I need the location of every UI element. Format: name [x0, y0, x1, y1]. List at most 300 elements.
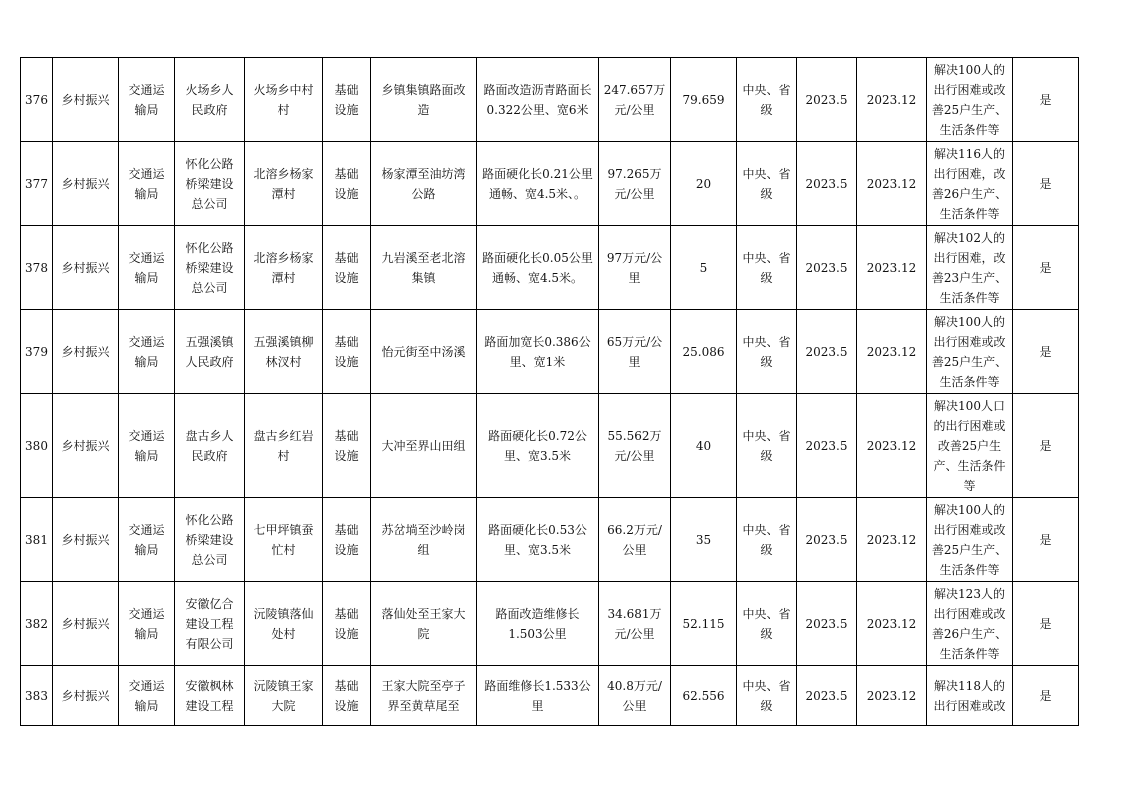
cell-text-line: 安徽亿合 — [185, 596, 234, 611]
cell-text-line: 苏岔埫至沙岭岗 — [381, 522, 466, 537]
cell-text-line: 2023.5 — [805, 616, 848, 631]
cell-text-line: 建设工程 — [185, 698, 234, 713]
cell-text-line: 界至黄草尾至 — [387, 698, 460, 713]
cell-text-line: 桥梁建设 — [185, 260, 234, 275]
flag-cell — [1013, 142, 1079, 226]
fund-source-cell — [737, 58, 797, 142]
cell-text-line: 潭村 — [271, 270, 296, 285]
benefit-cell — [927, 498, 1013, 582]
cell-text-line: 村 — [277, 102, 290, 117]
end-date-cell — [857, 226, 927, 310]
cell-text-line: 七甲坪镇蚕 — [253, 522, 314, 537]
amount-cell — [671, 58, 737, 142]
end-date-cell — [857, 310, 927, 394]
fund-source-cell — [737, 310, 797, 394]
cell-text-line: 2023.12 — [866, 92, 917, 107]
cell-text-line: 林汊村 — [265, 354, 302, 369]
cell-text-line: 输局 — [134, 354, 159, 369]
category-cell — [53, 666, 119, 726]
table-row — [21, 310, 1079, 394]
cell-text-line: 村 — [277, 448, 290, 463]
cell-text-line: 中央、省 — [742, 606, 791, 621]
cell-text-line: 2023.12 — [866, 616, 917, 631]
content-cell — [477, 142, 599, 226]
cell-text-line: 怡元街至中汤溪 — [381, 344, 466, 359]
location-cell — [245, 498, 323, 582]
location-cell — [245, 142, 323, 226]
cell-text-line: 中央、省 — [742, 250, 791, 265]
cell-text-line: 66.2万元/ — [607, 522, 662, 537]
cell-text-line: 民政府 — [191, 448, 228, 463]
category-cell — [53, 142, 119, 226]
cell-text-line: 出行困难或改 — [933, 698, 1006, 713]
cell-text-line: 解决100人口 — [934, 398, 1005, 413]
category-cell — [53, 226, 119, 310]
cell-text-line: 生活条件等 — [939, 562, 1000, 577]
content-cell — [477, 666, 599, 726]
cell-text-line: 解决100人的 — [934, 502, 1005, 517]
cell-text-line: 2023.5 — [805, 260, 848, 275]
cell-text-line: 桥梁建设 — [185, 532, 234, 547]
cell-text-line: 交通运 — [128, 522, 165, 537]
cell-text-line: 解决118人的 — [934, 678, 1005, 693]
row-number-cell — [21, 666, 53, 726]
amount-cell — [671, 142, 737, 226]
benefit-cell — [927, 666, 1013, 726]
cell-text-line: 路面硬化长0.05公里 — [482, 250, 593, 265]
cell-text-line: 交通运 — [128, 166, 165, 181]
amount-cell — [671, 666, 737, 726]
cell-text-line: 里、宽3.5米 — [503, 448, 572, 463]
cell-text-line: 级 — [760, 354, 773, 369]
location-cell — [245, 394, 323, 498]
location-cell — [245, 226, 323, 310]
cell-text-line: 怀化公路 — [185, 512, 234, 527]
cell-text-line: 解决100人的 — [934, 62, 1005, 77]
cell-text-line: 里、宽3.5米 — [503, 542, 572, 557]
cell-text-line: 基础 — [334, 606, 359, 621]
cell-text-line: 里 — [531, 698, 544, 713]
project-name-cell — [371, 58, 477, 142]
cell-text-line: 生活条件等 — [939, 206, 1000, 221]
cell-text-line: 基础 — [334, 334, 359, 349]
cell-text-line: 基础 — [334, 166, 359, 181]
cell-text-line: 民政府 — [191, 102, 228, 117]
cell-text-line: 379 — [25, 344, 48, 359]
cell-text-line: 路面硬化长0.72公 — [488, 428, 587, 443]
cell-text-line: 基础 — [334, 82, 359, 97]
cell-text-line: 王家大院至亭子 — [381, 678, 466, 693]
cell-text-line: 的出行困难或 — [933, 418, 1006, 433]
start-date-cell — [797, 142, 857, 226]
cell-text-line: 善26户生产、 — [931, 186, 1008, 201]
cell-text-line: 等 — [963, 478, 976, 493]
location-cell — [245, 58, 323, 142]
project-name-cell — [371, 666, 477, 726]
cell-text-line: 交通运 — [128, 428, 165, 443]
cell-text-line: 是 — [1039, 176, 1052, 191]
unit-cell — [175, 394, 245, 498]
cell-text-line: 解决116人的 — [934, 146, 1005, 161]
cell-text-line: 2023.12 — [866, 532, 917, 547]
cell-text-line: 是 — [1039, 344, 1052, 359]
cell-text-line: 2023.5 — [805, 344, 848, 359]
cell-text-line: 级 — [760, 698, 773, 713]
type-cell — [323, 666, 371, 726]
unit-cell — [175, 582, 245, 666]
cell-text-line: 377 — [25, 176, 48, 191]
category-cell — [53, 310, 119, 394]
start-date-cell — [797, 582, 857, 666]
cell-text-line: 62.556 — [682, 688, 725, 703]
start-date-cell — [797, 666, 857, 726]
cell-text-line: 火场乡中村 — [253, 82, 314, 97]
cell-text-line: 出行困难或改 — [933, 334, 1006, 349]
category-cell — [53, 394, 119, 498]
benefit-cell — [927, 310, 1013, 394]
department-cell — [119, 226, 175, 310]
flag-cell — [1013, 58, 1079, 142]
type-cell — [323, 310, 371, 394]
cell-text-line: 25.086 — [682, 344, 725, 359]
cell-text-line: 乡村振兴 — [61, 92, 110, 107]
cell-text-line: 出行困难或改 — [933, 606, 1006, 621]
cell-text-line: 乡村振兴 — [61, 176, 110, 191]
cell-text-line: 盘古乡红岩 — [253, 428, 314, 443]
type-cell — [323, 394, 371, 498]
unit-cell — [175, 498, 245, 582]
cell-text-line: 处村 — [271, 626, 296, 641]
cell-text-line: 生活条件等 — [939, 646, 1000, 661]
unit-cell — [175, 310, 245, 394]
flag-cell — [1013, 310, 1079, 394]
row-number-cell — [21, 142, 53, 226]
amount-cell — [671, 226, 737, 310]
unit-cell — [175, 226, 245, 310]
start-date-cell — [797, 226, 857, 310]
fund-source-cell — [737, 582, 797, 666]
cell-text-line: 改善25户生 — [937, 438, 1002, 453]
start-date-cell — [797, 58, 857, 142]
cell-text-line: 五强溪镇柳 — [253, 334, 314, 349]
project-name-cell — [371, 394, 477, 498]
row-number-cell — [21, 498, 53, 582]
end-date-cell — [857, 666, 927, 726]
cell-text-line: 大冲至界山田组 — [381, 438, 466, 453]
cell-text-line: 善25户生产、 — [931, 102, 1008, 117]
cell-text-line: 桥梁建设 — [185, 176, 234, 191]
cell-text-line: 乡村振兴 — [61, 688, 110, 703]
cell-text-line: 97.265万 — [607, 166, 662, 181]
table-row — [21, 394, 1079, 498]
fund-source-cell — [737, 142, 797, 226]
flag-cell — [1013, 666, 1079, 726]
department-cell — [119, 310, 175, 394]
cell-text-line: 善25户生产、 — [931, 354, 1008, 369]
cell-text-line: 2023.5 — [805, 438, 848, 453]
cell-text-line: 北溶乡杨家 — [253, 166, 314, 181]
cell-text-line: 382 — [25, 616, 48, 631]
type-cell — [323, 226, 371, 310]
end-date-cell — [857, 142, 927, 226]
amount-cell — [671, 394, 737, 498]
cell-text-line: 是 — [1039, 92, 1052, 107]
cell-text-line: 里 — [628, 270, 641, 285]
cell-text-line: 安徽枫林 — [185, 678, 234, 693]
cell-text-line: 376 — [25, 92, 48, 107]
cell-text-line: 出行困难或改 — [933, 82, 1006, 97]
type-cell — [323, 142, 371, 226]
cell-text-line: 40.8万元/ — [607, 678, 662, 693]
cell-text-line: 输局 — [134, 448, 159, 463]
cell-text-line: 火场乡人 — [185, 82, 234, 97]
unit-cell — [175, 58, 245, 142]
cell-text-line: 路面硬化长0.21公里 — [482, 166, 593, 181]
cell-text-line: 5 — [699, 260, 708, 275]
cell-text-line: 路面维修长1.533公 — [484, 678, 591, 693]
start-date-cell — [797, 498, 857, 582]
cell-text-line: 输局 — [134, 626, 159, 641]
cell-text-line: 交通运 — [128, 606, 165, 621]
cell-text-line: 生活条件等 — [939, 374, 1000, 389]
cell-text-line: 383 — [25, 688, 48, 703]
cell-text-line: 输局 — [134, 102, 159, 117]
cell-text-line: 级 — [760, 102, 773, 117]
table-row — [21, 498, 1079, 582]
cell-text-line: 65万元/公 — [606, 334, 663, 349]
table-row — [21, 582, 1079, 666]
cell-text-line: 元/公里 — [614, 186, 655, 201]
cell-text-line: 20 — [695, 176, 712, 191]
cell-text-line: 五强溪镇 — [185, 334, 234, 349]
department-cell — [119, 582, 175, 666]
standard-cell — [599, 394, 671, 498]
content-cell — [477, 394, 599, 498]
cell-text-line: 潭村 — [271, 186, 296, 201]
cell-text-line: 设施 — [334, 186, 359, 201]
cell-text-line: 解决102人的 — [934, 230, 1005, 245]
cell-text-line: 解决100人的 — [934, 314, 1005, 329]
cell-text-line: 北溶乡杨家 — [253, 250, 314, 265]
cell-text-line: 中央、省 — [742, 428, 791, 443]
cell-text-line: 35 — [695, 532, 712, 547]
cell-text-line: 出行困难或改 — [933, 522, 1006, 537]
cell-text-line: 97万元/公 — [606, 250, 663, 265]
standard-cell — [599, 498, 671, 582]
cell-text-line: 设施 — [334, 626, 359, 641]
standard-cell — [599, 226, 671, 310]
cell-text-line: 输局 — [134, 186, 159, 201]
amount-cell — [671, 582, 737, 666]
cell-text-line: 总公司 — [191, 196, 228, 211]
category-cell — [53, 498, 119, 582]
cell-text-line: 中央、省 — [742, 166, 791, 181]
cell-text-line: 中央、省 — [742, 522, 791, 537]
standard-cell — [599, 310, 671, 394]
cell-text-line: 是 — [1039, 616, 1052, 631]
cell-text-line: 设施 — [334, 354, 359, 369]
cell-text-line: 大院 — [271, 698, 296, 713]
location-cell — [245, 582, 323, 666]
cell-text-line: 人民政府 — [185, 354, 234, 369]
cell-text-line: 通畅、宽4.5米。 — [491, 270, 584, 285]
department-cell — [119, 498, 175, 582]
fund-source-cell — [737, 498, 797, 582]
cell-text-line: 善23户生产、 — [931, 270, 1008, 285]
cell-text-line: 2023.12 — [866, 438, 917, 453]
cell-text-line: 378 — [25, 260, 48, 275]
cell-text-line: 级 — [760, 626, 773, 641]
cell-text-line: 输局 — [134, 698, 159, 713]
content-cell — [477, 226, 599, 310]
cell-text-line: 基础 — [334, 250, 359, 265]
cell-text-line: 总公司 — [191, 280, 228, 295]
cell-text-line: 怀化公路 — [185, 156, 234, 171]
content-cell — [477, 498, 599, 582]
amount-cell — [671, 498, 737, 582]
flag-cell — [1013, 498, 1079, 582]
table-row — [21, 142, 1079, 226]
cell-text-line: 生活条件等 — [939, 290, 1000, 305]
benefit-cell — [927, 582, 1013, 666]
cell-text-line: 是 — [1039, 438, 1052, 453]
cell-text-line: 乡村振兴 — [61, 438, 110, 453]
cell-text-line: 中央、省 — [742, 678, 791, 693]
table-row — [21, 58, 1079, 142]
cell-text-line: 基础 — [334, 522, 359, 537]
cell-text-line: 设施 — [334, 698, 359, 713]
location-cell — [245, 310, 323, 394]
cell-text-line: 34.681万 — [607, 606, 662, 621]
row-number-cell — [21, 310, 53, 394]
cell-text-line: 基础 — [334, 428, 359, 443]
cell-text-line: 元/公里 — [614, 626, 655, 641]
benefit-cell — [927, 394, 1013, 498]
content-cell — [477, 582, 599, 666]
table-row — [21, 666, 1079, 726]
cell-text-line: 2023.5 — [805, 92, 848, 107]
benefit-cell — [927, 58, 1013, 142]
cell-text-line: 输局 — [134, 542, 159, 557]
cell-text-line: 381 — [25, 532, 48, 547]
table-row — [21, 226, 1079, 310]
benefit-cell — [927, 142, 1013, 226]
cell-text-line: 乡村振兴 — [61, 616, 110, 631]
cell-text-line: 2023.5 — [805, 176, 848, 191]
end-date-cell — [857, 394, 927, 498]
cell-text-line: 公路 — [411, 186, 436, 201]
cell-text-line: 设施 — [334, 542, 359, 557]
flag-cell — [1013, 582, 1079, 666]
content-cell — [477, 58, 599, 142]
cell-text-line: 沅陵镇落仙 — [253, 606, 314, 621]
project-table — [20, 57, 1079, 726]
category-cell — [53, 58, 119, 142]
cell-text-line: 40 — [695, 438, 712, 453]
cell-text-line: 交通运 — [128, 678, 165, 693]
row-number-cell — [21, 58, 53, 142]
cell-text-line: 55.562万 — [607, 428, 662, 443]
cell-text-line: 造 — [417, 102, 430, 117]
cell-text-line: 沅陵镇王家 — [253, 678, 314, 693]
cell-text-line: 2023.12 — [866, 176, 917, 191]
type-cell — [323, 498, 371, 582]
cell-text-line: 乡村振兴 — [61, 344, 110, 359]
cell-text-line: 解决123人的 — [934, 586, 1005, 601]
cell-text-line: 路面加宽长0.386公 — [484, 334, 591, 349]
cell-text-line: 善26户生产、 — [931, 626, 1008, 641]
cell-text-line: 总公司 — [191, 552, 228, 567]
cell-text-line: 通畅、宽4.5米、。 — [488, 186, 587, 201]
cell-text-line: 交通运 — [128, 334, 165, 349]
cell-text-line: 组 — [417, 542, 430, 557]
cell-text-line: 公里 — [622, 698, 647, 713]
department-cell — [119, 58, 175, 142]
flag-cell — [1013, 226, 1079, 310]
cell-text-line: 乡村振兴 — [61, 260, 110, 275]
cell-text-line: 基础 — [334, 678, 359, 693]
cell-text-line: 公里 — [622, 542, 647, 557]
cell-text-line: 里、宽1米 — [509, 354, 566, 369]
project-name-cell — [371, 310, 477, 394]
cell-text-line: 九岩溪至老北溶 — [381, 250, 466, 265]
cell-text-line: 设施 — [334, 448, 359, 463]
start-date-cell — [797, 310, 857, 394]
cell-text-line: 2023.5 — [805, 532, 848, 547]
flag-cell — [1013, 394, 1079, 498]
cell-text-line: 级 — [760, 542, 773, 557]
start-date-cell — [797, 394, 857, 498]
cell-text-line: 出行困难，改 — [933, 250, 1006, 265]
cell-text-line: 设施 — [334, 102, 359, 117]
cell-text-line: 交通运 — [128, 82, 165, 97]
fund-source-cell — [737, 666, 797, 726]
end-date-cell — [857, 498, 927, 582]
cell-text-line: 1.503公里 — [508, 626, 567, 641]
unit-cell — [175, 142, 245, 226]
cell-text-line: 产、生活条件 — [933, 458, 1006, 473]
cell-text-line: 里 — [628, 354, 641, 369]
project-name-cell — [371, 226, 477, 310]
end-date-cell — [857, 582, 927, 666]
cell-text-line: 乡村振兴 — [61, 532, 110, 547]
cell-text-line: 怀化公路 — [185, 240, 234, 255]
cell-text-line: 输局 — [134, 270, 159, 285]
category-cell — [53, 582, 119, 666]
location-cell — [245, 666, 323, 726]
cell-text-line: 有限公司 — [185, 636, 234, 651]
project-name-cell — [371, 142, 477, 226]
cell-text-line: 52.115 — [682, 616, 725, 631]
cell-text-line: 出行困难，改 — [933, 166, 1006, 181]
standard-cell — [599, 582, 671, 666]
fund-source-cell — [737, 226, 797, 310]
cell-text-line: 380 — [25, 438, 48, 453]
cell-text-line: 乡镇集镇路面改 — [381, 82, 466, 97]
benefit-cell — [927, 226, 1013, 310]
cell-text-line: 247.657万 — [603, 82, 666, 97]
cell-text-line: 2023.12 — [866, 344, 917, 359]
type-cell — [323, 58, 371, 142]
cell-text-line: 2023.12 — [866, 688, 917, 703]
cell-text-line: 院 — [417, 626, 430, 641]
cell-text-line: 级 — [760, 270, 773, 285]
cell-text-line: 盘古乡人 — [185, 428, 234, 443]
department-cell — [119, 142, 175, 226]
cell-text-line: 忙村 — [271, 542, 296, 557]
cell-text-line: 中央、省 — [742, 82, 791, 97]
department-cell — [119, 394, 175, 498]
